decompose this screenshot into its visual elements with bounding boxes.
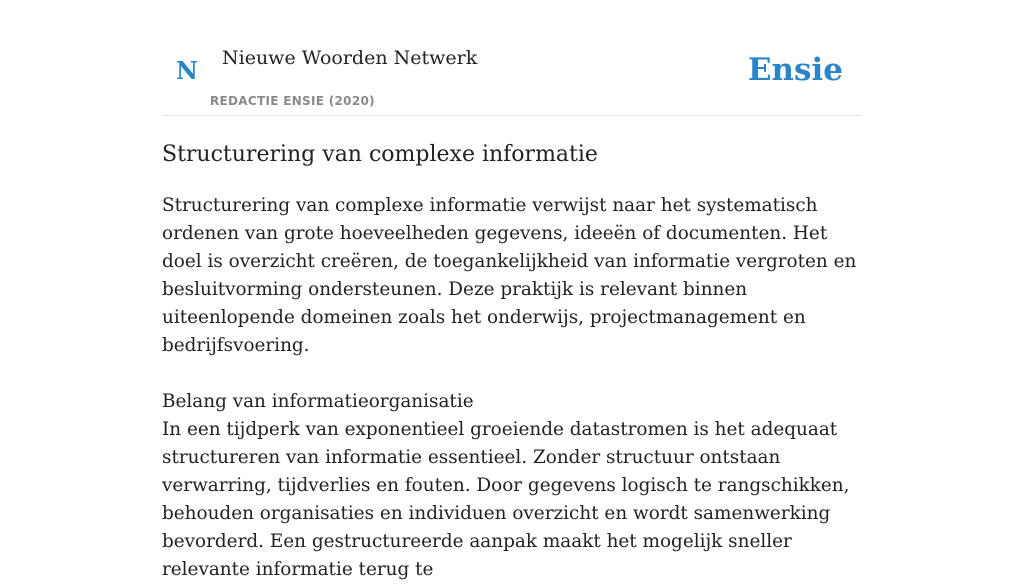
article-body: [162, 192, 867, 584]
source-logo-icon: N: [176, 56, 198, 85]
article-title: Structurering van complexe informatie: [162, 142, 598, 167]
author-line: REDACTIE ENSIE (2020): [210, 94, 375, 108]
source-title[interactable]: Nieuwe Woorden Netwerk: [222, 47, 478, 69]
header-divider: [162, 115, 862, 116]
article-intro: Structurering van complexe informatie verwijst naar het systematisch ordenen van grote hoeveelheden gegevens, ideeën of documenten. Het doel is overzicht creëren, de toegankelijkheid van informatie vergroten en besluitvorming ondersteunen. Deze praktijk is relevant binnen uiteenlopende domeinen zoals het onderwijs, projectmanagement en bedrijfsvoering.: [162, 195, 857, 356]
section-heading: Belang van informatieorganisatie: [162, 391, 474, 412]
section-paragraph: In een tijdperk van exponentieel groeiende datastromen is het adequaat structureren van informatie essentieel. Zonder structuur ontstaan verwarring, tijdverlies en fouten. Door gegevens logisch te rangschikken, behouden organisaties en individuen overzicht en wordt samenwerking bevorderd. Een gestructureerde aanpak maakt het mogelijk sneller relevante informatie terug te: [162, 419, 850, 580]
brand-logo[interactable]: Ensie: [747, 52, 843, 88]
